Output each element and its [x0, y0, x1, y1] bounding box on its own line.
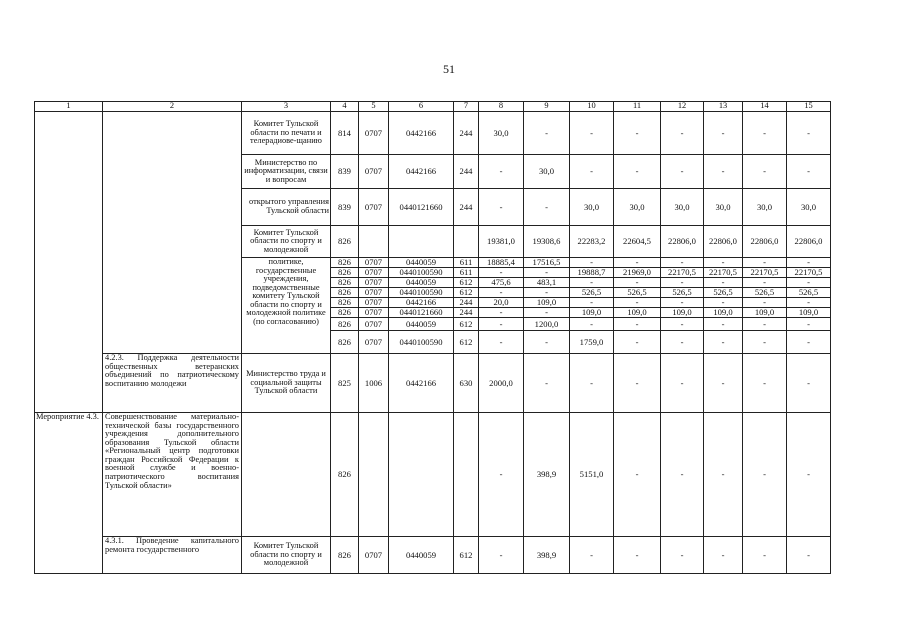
value-cell: 20,0: [479, 298, 524, 308]
value-cell: -: [570, 155, 614, 189]
value-cell: -: [479, 318, 524, 331]
value-cell: -: [743, 258, 787, 268]
value-cell: 826: [331, 288, 359, 298]
value-cell: -: [661, 298, 704, 308]
value-cell: 0707: [359, 268, 389, 278]
value-cell: 21969,0: [614, 268, 661, 278]
value-cell: -: [661, 112, 704, 155]
value-cell: -: [661, 413, 704, 537]
value-cell: 18885,4: [479, 258, 524, 268]
value-cell: -: [479, 537, 524, 574]
value-cell: -: [614, 537, 661, 574]
value-cell: -: [787, 298, 831, 308]
value-cell: 0440100590: [389, 331, 454, 354]
table-row: [35, 354, 831, 413]
value-cell: -: [614, 413, 661, 537]
value-cell: -: [661, 258, 704, 268]
value-cell: -: [704, 413, 743, 537]
header-row: [35, 102, 831, 112]
value-cell: -: [704, 278, 743, 288]
value-cell: -: [524, 112, 570, 155]
value-cell: -: [614, 354, 661, 413]
value-cell: -: [787, 258, 831, 268]
value-cell: 826: [331, 413, 359, 537]
value-cell: 244: [454, 189, 479, 226]
value-cell: -: [743, 413, 787, 537]
value-cell: -: [570, 537, 614, 574]
value-cell: 1759,0: [570, 331, 614, 354]
value-cell: -: [524, 331, 570, 354]
value-cell: -: [570, 354, 614, 413]
value-cell: 30,0: [743, 189, 787, 226]
value-cell: 630: [454, 354, 479, 413]
value-cell: -: [524, 308, 570, 318]
header-cell: 9: [524, 102, 570, 112]
value-cell: -: [479, 268, 524, 278]
description-cell: 4.3.1. Проведение капитального ремонта государственного: [103, 537, 242, 574]
executor-cell: Министерство по информатизации, связи и вопросам: [242, 155, 331, 189]
value-cell: -: [524, 189, 570, 226]
value-cell: 22283,2: [570, 226, 614, 258]
header-cell: 7: [454, 102, 479, 112]
value-cell: -: [704, 354, 743, 413]
value-cell: 826: [331, 226, 359, 258]
value-cell: 526,5: [614, 288, 661, 298]
value-cell: 22806,0: [787, 226, 831, 258]
value-cell: 826: [331, 537, 359, 574]
value-cell: -: [787, 278, 831, 288]
value-cell: -: [524, 268, 570, 278]
value-cell: -: [704, 318, 743, 331]
header-cell: 5: [359, 102, 389, 112]
page-number: 51: [443, 62, 455, 76]
value-cell: 22806,0: [743, 226, 787, 258]
header-cell: 6: [389, 102, 454, 112]
value-cell: -: [743, 331, 787, 354]
value-cell: 22604,5: [614, 226, 661, 258]
value-cell: -: [524, 288, 570, 298]
value-cell: -: [704, 258, 743, 268]
header-cell: 11: [614, 102, 661, 112]
value-cell: -: [787, 413, 831, 537]
value-cell: [454, 226, 479, 258]
value-cell: -: [743, 112, 787, 155]
value-cell: 612: [454, 278, 479, 288]
value-cell: -: [524, 354, 570, 413]
value-cell: -: [614, 318, 661, 331]
value-cell: 30,0: [787, 189, 831, 226]
value-cell: 826: [331, 268, 359, 278]
value-cell: 612: [454, 288, 479, 298]
value-cell: 30,0: [614, 189, 661, 226]
executor-cell: Министерство труда и социальной защиты Тульской области: [242, 354, 331, 413]
value-cell: -: [479, 155, 524, 189]
value-cell: 826: [331, 331, 359, 354]
value-cell: -: [787, 537, 831, 574]
value-cell: 612: [454, 318, 479, 331]
value-cell: 5151,0: [570, 413, 614, 537]
value-cell: 30,0: [479, 112, 524, 155]
value-cell: -: [787, 354, 831, 413]
value-cell: 244: [454, 298, 479, 308]
value-cell: -: [787, 318, 831, 331]
value-cell: 526,5: [787, 288, 831, 298]
value-cell: [454, 413, 479, 537]
value-cell: -: [743, 278, 787, 288]
value-cell: 826: [331, 298, 359, 308]
value-cell: 109,0: [704, 308, 743, 318]
value-cell: -: [787, 331, 831, 354]
value-cell: [389, 226, 454, 258]
value-cell: 0707: [359, 288, 389, 298]
value-cell: 0707: [359, 537, 389, 574]
value-cell: -: [743, 298, 787, 308]
header-cell: 14: [743, 102, 787, 112]
value-cell: 0707: [359, 258, 389, 268]
value-cell: 839: [331, 189, 359, 226]
value-cell: -: [570, 112, 614, 155]
value-cell: 814: [331, 112, 359, 155]
description-cell: Совершенствование материально-технической базы государственного учреждения дополнительного образования Тульской области «Региональный центр подготовки граждан Российской Федерации к военной службе и военно-патриотического воспитания Тульской области»: [103, 413, 242, 537]
value-cell: 22806,0: [704, 226, 743, 258]
table-row: [35, 537, 831, 574]
value-cell: 109,0: [524, 298, 570, 308]
value-cell: 109,0: [661, 308, 704, 318]
header-cell: 1: [35, 102, 103, 112]
value-cell: 0707: [359, 278, 389, 288]
value-cell: 612: [454, 331, 479, 354]
value-cell: 1200,0: [524, 318, 570, 331]
value-cell: -: [704, 298, 743, 308]
executor-cell: [242, 413, 331, 537]
value-cell: -: [661, 155, 704, 189]
value-cell: -: [661, 318, 704, 331]
value-cell: -: [614, 155, 661, 189]
value-cell: -: [743, 318, 787, 331]
value-cell: 526,5: [743, 288, 787, 298]
value-cell: 0440059: [389, 537, 454, 574]
value-cell: 17516,5: [524, 258, 570, 268]
value-cell: 0442166: [389, 298, 454, 308]
value-cell: 30,0: [524, 155, 570, 189]
value-cell: 19308,6: [524, 226, 570, 258]
value-cell: 826: [331, 318, 359, 331]
value-cell: 109,0: [743, 308, 787, 318]
value-cell: 611: [454, 258, 479, 268]
header-cell: 2: [103, 102, 242, 112]
value-cell: -: [614, 112, 661, 155]
value-cell: -: [743, 537, 787, 574]
header-cell: 4: [331, 102, 359, 112]
value-cell: -: [743, 354, 787, 413]
value-cell: -: [614, 258, 661, 268]
value-cell: 826: [331, 278, 359, 288]
value-cell: 244: [454, 308, 479, 318]
value-cell: 826: [331, 258, 359, 268]
value-cell: -: [570, 318, 614, 331]
value-cell: -: [479, 308, 524, 318]
value-cell: -: [661, 331, 704, 354]
value-cell: 612: [454, 537, 479, 574]
value-cell: -: [787, 112, 831, 155]
value-cell: 0707: [359, 308, 389, 318]
value-cell: 475,6: [479, 278, 524, 288]
description-cell: [103, 112, 242, 354]
value-cell: -: [570, 258, 614, 268]
header-cell: 8: [479, 102, 524, 112]
value-cell: 109,0: [570, 308, 614, 318]
value-cell: 0440059: [389, 258, 454, 268]
header-cell: 13: [704, 102, 743, 112]
value-cell: 826: [331, 308, 359, 318]
value-cell: 30,0: [570, 189, 614, 226]
value-cell: 0440100590: [389, 268, 454, 278]
value-cell: -: [614, 278, 661, 288]
value-cell: 0707: [359, 331, 389, 354]
value-cell: 398,9: [524, 537, 570, 574]
value-cell: -: [614, 298, 661, 308]
value-cell: -: [570, 298, 614, 308]
value-cell: -: [661, 354, 704, 413]
value-cell: -: [479, 288, 524, 298]
value-cell: 0440059: [389, 278, 454, 288]
value-cell: 526,5: [704, 288, 743, 298]
value-cell: 2000,0: [479, 354, 524, 413]
executor-cell: открытого управления Тульской области: [242, 189, 331, 226]
value-cell: 0440121660: [389, 189, 454, 226]
value-cell: 398,9: [524, 413, 570, 537]
value-cell: 244: [454, 155, 479, 189]
value-cell: 825: [331, 354, 359, 413]
value-cell: 22170,5: [661, 268, 704, 278]
value-cell: -: [787, 155, 831, 189]
value-cell: 526,5: [570, 288, 614, 298]
value-cell: 0440121660: [389, 308, 454, 318]
header-cell: 3: [242, 102, 331, 112]
executor-cell: Комитет Тульской области по спорту и молодежной: [242, 226, 331, 258]
value-cell: 526,5: [661, 288, 704, 298]
value-cell: 483,1: [524, 278, 570, 288]
header-cell: 12: [661, 102, 704, 112]
header-cell: 15: [787, 102, 831, 112]
value-cell: -: [661, 537, 704, 574]
value-cell: -: [704, 537, 743, 574]
value-cell: -: [614, 331, 661, 354]
value-cell: -: [570, 278, 614, 288]
executor-cell: Комитет Тульской области по печати и телерадиове-щанию: [242, 112, 331, 155]
value-cell: [389, 413, 454, 537]
value-cell: -: [661, 278, 704, 288]
value-cell: 22170,5: [704, 268, 743, 278]
value-cell: 1006: [359, 354, 389, 413]
executor-cell: Комитет Тульской области по спорту и молодежной: [242, 537, 331, 574]
value-cell: 0440059: [389, 318, 454, 331]
value-cell: 611: [454, 268, 479, 278]
value-cell: -: [479, 413, 524, 537]
value-cell: 22170,5: [743, 268, 787, 278]
table-row: [35, 112, 831, 155]
value-cell: -: [704, 331, 743, 354]
budget-table: [34, 101, 831, 574]
value-cell: 109,0: [787, 308, 831, 318]
value-cell: -: [704, 155, 743, 189]
value-cell: 19888,7: [570, 268, 614, 278]
value-cell: 0707: [359, 155, 389, 189]
value-cell: 22806,0: [661, 226, 704, 258]
table-row: [35, 413, 831, 537]
value-cell: 0707: [359, 112, 389, 155]
value-cell: -: [743, 155, 787, 189]
value-cell: 0442166: [389, 112, 454, 155]
value-cell: 30,0: [704, 189, 743, 226]
description-cell: 4.2.3. Поддержка деятельности общественных ветеранских объединений по патриотическому воспитанию молодежи: [103, 354, 242, 413]
event-cell: Мероприятие 4.3.: [35, 413, 103, 574]
value-cell: 0707: [359, 298, 389, 308]
value-cell: 0440100590: [389, 288, 454, 298]
value-cell: 244: [454, 112, 479, 155]
value-cell: -: [704, 112, 743, 155]
value-cell: 0707: [359, 189, 389, 226]
event-cell: [35, 112, 103, 413]
value-cell: 0707: [359, 318, 389, 331]
value-cell: [359, 226, 389, 258]
value-cell: 19381,0: [479, 226, 524, 258]
value-cell: 0442166: [389, 354, 454, 413]
header-cell: 10: [570, 102, 614, 112]
value-cell: 839: [331, 155, 359, 189]
value-cell: -: [479, 189, 524, 226]
value-cell: 30,0: [661, 189, 704, 226]
value-cell: -: [479, 331, 524, 354]
value-cell: 109,0: [614, 308, 661, 318]
value-cell: [359, 413, 389, 537]
value-cell: 0442166: [389, 155, 454, 189]
executor-cell: политике, государственные учреждения, подведомственные комитету Тульской области по спорту и молодежной политике (по согласованию): [242, 258, 331, 354]
value-cell: 22170,5: [787, 268, 831, 278]
